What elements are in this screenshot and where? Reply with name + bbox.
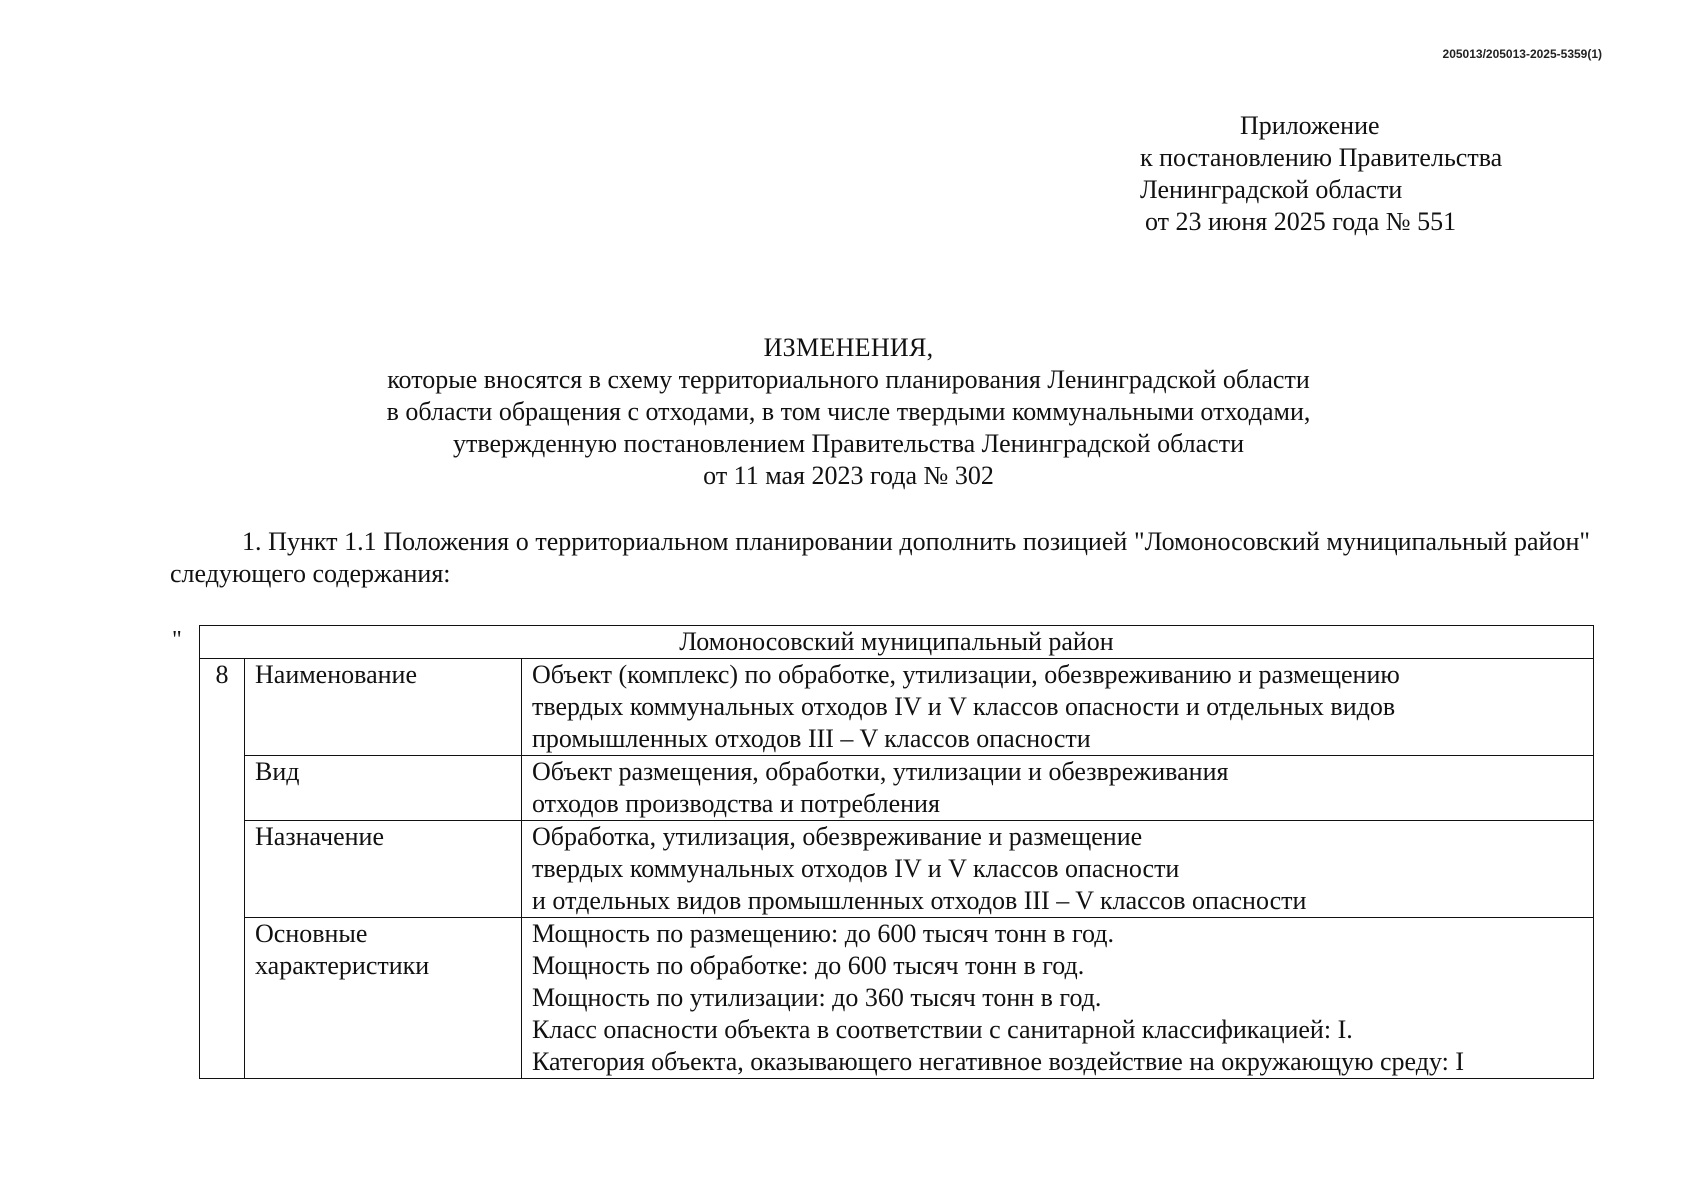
table-header-row [200, 626, 1594, 659]
table-value-cell: Обработка, утилизация, обезвреживание и размещение твердых коммунальных отходов IV и V классов опасности и отдельных видов промышленных отходов III – V классов опасности [522, 821, 1594, 918]
appendix-line: от 23 июня 2025 года № 551 [1145, 207, 1457, 236]
appendix-line: Приложение [1240, 111, 1380, 140]
table-key-cell: Назначение [245, 821, 522, 918]
appendix-line: к постановлению Правительства [1140, 143, 1503, 172]
table-key-cell: Вид [245, 756, 522, 821]
table-row [200, 821, 1594, 918]
district-name-cell: Ломоносовский муниципальный район [200, 626, 1594, 659]
opening-quote-mark: " [172, 627, 182, 653]
table-row [200, 756, 1594, 821]
title-line: которые вносятся в схему территориального планирования Ленинградской области [387, 365, 1310, 394]
amendment-paragraph: 1. Пункт 1.1 Положения о территориальном планировании дополнить позицией "Ломоносовский муниципальный район" следующего содержания: [170, 527, 1590, 588]
row-number-cell: 8 [200, 659, 245, 1079]
appendix-header [1140, 110, 1502, 238]
document-title [0, 332, 1697, 492]
title-heading: ИЗМЕНЕНИЯ, [763, 333, 934, 362]
title-line: утвержденную постановлением Правительства Ленинградской области [453, 429, 1244, 458]
district-object-table [199, 625, 1594, 1079]
title-line: в области обращения с отходами, в том числе твердыми коммунальными отходами, [386, 397, 1311, 426]
table-key-cell: Наименование [245, 659, 522, 756]
table-value-cell: Объект размещения, обработки, утилизации и обезвреживания отходов производства и потребления [522, 756, 1594, 821]
table-row [200, 918, 1594, 1079]
table-row [200, 659, 1594, 756]
appendix-line: Ленинградской области [1140, 175, 1403, 204]
table-key-cell: Основные характеристики [245, 918, 522, 1079]
document-registration-number: 205013/205013-2025-5359(1) [1442, 47, 1602, 61]
table-value-cell: Мощность по размещению: до 600 тысяч тонн в год. Мощность по обработке: до 600 тысяч тонн в год. Мощность по утилизации: до 360 тысяч тонн в год. Класс опасности объекта в соответствии с санитарной классификацией: I. Категория объекта, оказывающего негативное воздействие на окружающую среду: I [522, 918, 1594, 1079]
table-value-cell: Объект (комплекс) по обработке, утилизации, обезвреживанию и размещению твердых коммунальных отходов IV и V классов опасности и отдельных видов промышленных отходов III – V классов опасности [522, 659, 1594, 756]
title-line: от 11 мая 2023 года № 302 [703, 461, 994, 490]
